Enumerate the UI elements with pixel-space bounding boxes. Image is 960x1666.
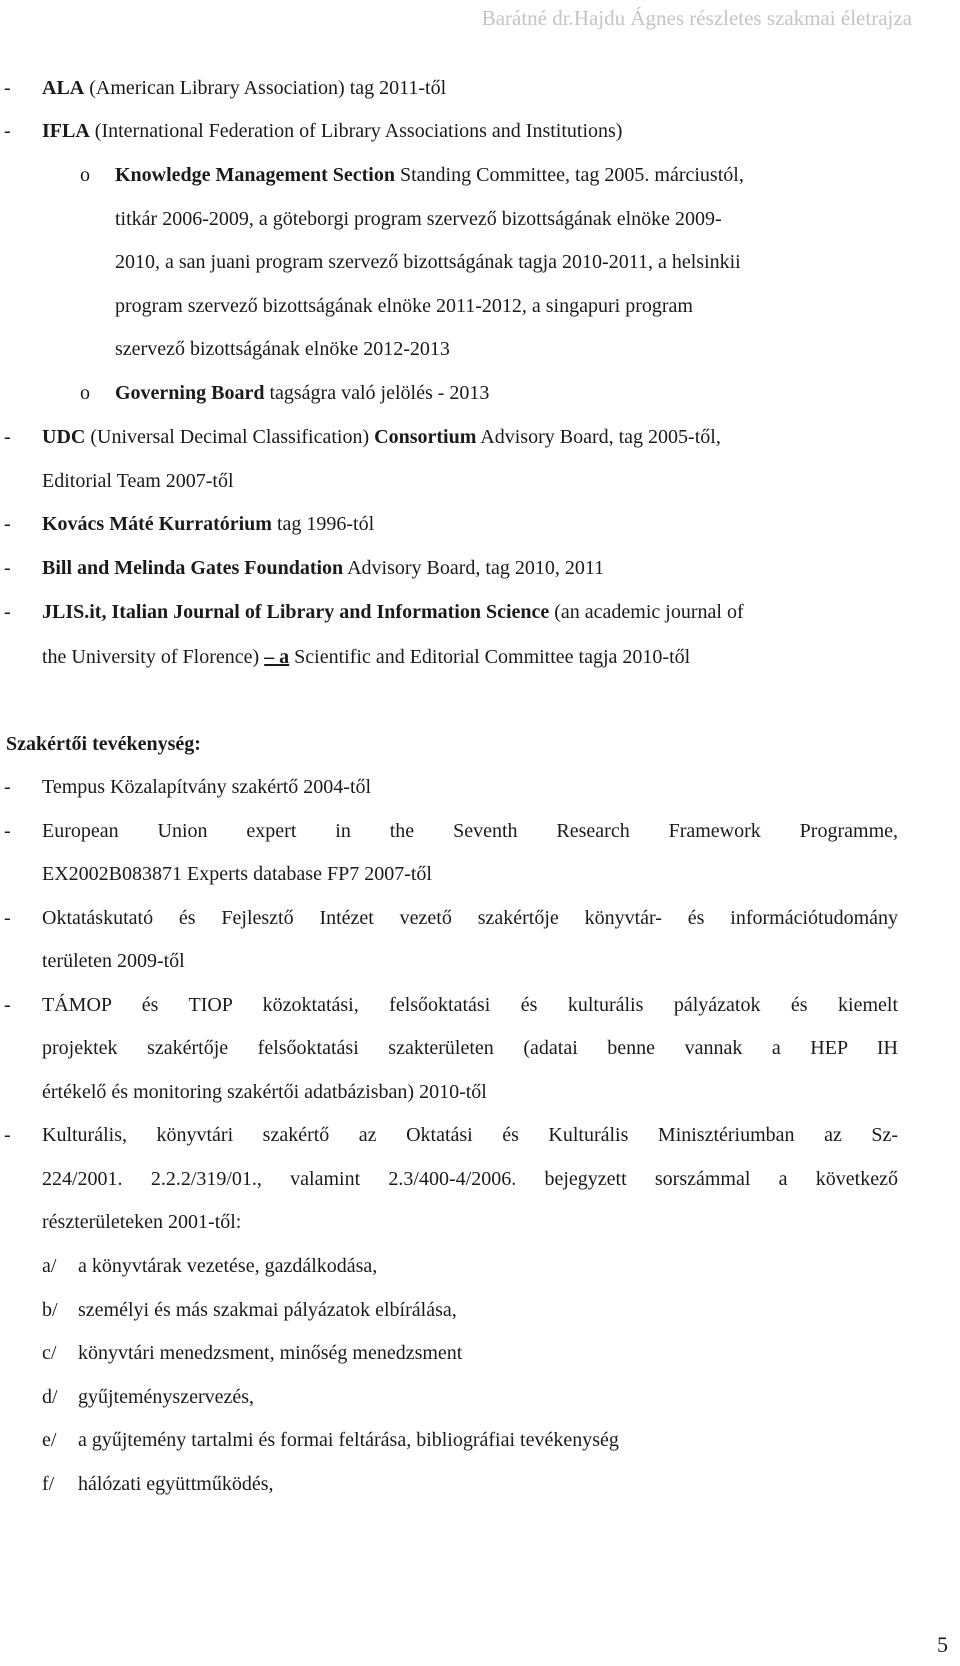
list-dash: - <box>4 907 11 929</box>
kms-item: Knowledge Management Section Standing Committee, tag 2005. márciustól, <box>115 164 744 186</box>
eu-line: EX2002B083871 Experts database FP7 2007-től <box>42 863 432 885</box>
kult-line: részterületeken 2001-től: <box>42 1211 242 1233</box>
area-text: személyi és más szakmai pályázatok elbírálása, <box>78 1298 457 1321</box>
tamop-line: értékelő és monitoring szakértői adatbázisban) 2010-től <box>42 1081 487 1103</box>
kms-line: 2010, a san juani program szervező bizottságának tagja 2010-2011, a helsinkii <box>115 251 741 273</box>
gates-item: Bill and Melinda Gates Foundation Advisory Board, tag 2010, 2011 <box>42 557 605 579</box>
kult-item: Kulturális, könyvtári szakértő az Oktatási és Kulturális Minisztériumban az Sz- <box>42 1124 898 1146</box>
list-dash: - <box>4 120 11 142</box>
tamop-item: TÁMOP és TIOP közoktatási, felsőoktatási és kulturális pályázatok és kiemelt <box>42 994 898 1016</box>
list-dash: - <box>4 1124 11 1146</box>
list-dash: - <box>4 557 11 579</box>
sub-bullet: o <box>80 164 90 186</box>
jlis-item: JLIS.it, Italian Journal of Library and Information Science (an academic journal of <box>42 601 744 623</box>
list-dash: - <box>4 776 11 798</box>
list-dash: - <box>4 601 11 623</box>
ofi-line: területen 2009-től <box>42 950 185 972</box>
list-dash: - <box>4 994 11 1016</box>
udc-item: UDC (Universal Decimal Classification) Consortium Advisory Board, tag 2005-től, <box>42 426 721 448</box>
area-label: e/ <box>42 1429 57 1451</box>
jlis-line: the University of Florence) – a Scientific and Editorial Committee tagja 2010-től <box>42 646 691 668</box>
udc-line: Editorial Team 2007-től <box>42 470 234 492</box>
area-text: gyűjteményszervezés, <box>78 1385 255 1408</box>
area-label: a/ <box>42 1255 57 1277</box>
area-label: c/ <box>42 1342 57 1364</box>
sub-bullet: o <box>80 382 90 404</box>
ifla-item: IFLA (International Federation of Library Associations and Institutions) <box>42 120 623 142</box>
eu-item: European Union expert in the Seventh Research Framework Programme, <box>42 820 898 842</box>
section-heading: Szakértői tevékenység: <box>6 733 201 755</box>
area-text: a gyűjtemény tartalmi és formai feltárása, bibliográfiai tevékenység <box>78 1429 619 1451</box>
area-label: d/ <box>42 1385 58 1408</box>
running-header: Barátné dr.Hajdu Ágnes részletes szakmai életrajza <box>481 6 912 30</box>
ofi-item: Oktatáskutató és Fejlesztő Intézet vezető szakértője könyvtár- és információtudomány <box>42 907 898 929</box>
list-dash: - <box>4 77 11 99</box>
area-text: a könyvtárak vezetése, gazdálkodása, <box>78 1255 378 1277</box>
list-dash: - <box>4 820 11 842</box>
kult-line: 224/2001. 2.2.2/319/01., valamint 2.3/400-4/2006. bejegyzett sorszámmal a következő <box>42 1168 898 1190</box>
kovacs-item: Kovács Máté Kurratórium tag 1996-tól <box>42 513 375 535</box>
governing-board-item: Governing Board tagságra való jelölés - 2013 <box>115 382 490 404</box>
page-number: 5 <box>937 1632 948 1657</box>
kms-line: titkár 2006-2009, a göteborgi program szervező bizottságának elnöke 2009- <box>115 208 722 230</box>
kms-line: szervező bizottságának elnöke 2012-2013 <box>115 338 450 360</box>
tamop-line: projektek szakértője felsőoktatási szakterületen (adatai benne vannak a HEP IH <box>42 1037 898 1059</box>
kms-line: program szervező bizottságának elnöke 2011-2012, a singapuri program <box>115 295 693 317</box>
area-text: könyvtári menedzsment, minőség menedzsment <box>78 1342 463 1364</box>
area-label: f/ <box>42 1472 55 1495</box>
area-label: b/ <box>42 1298 58 1321</box>
list-dash: - <box>4 426 11 448</box>
ala-item: ALA (American Library Association) tag 2011-től <box>42 77 447 99</box>
area-text: hálózati együttműködés, <box>78 1472 274 1495</box>
list-dash: - <box>4 513 11 535</box>
tempus-item: Tempus Közalapítvány szakértő 2004-től <box>42 776 372 798</box>
